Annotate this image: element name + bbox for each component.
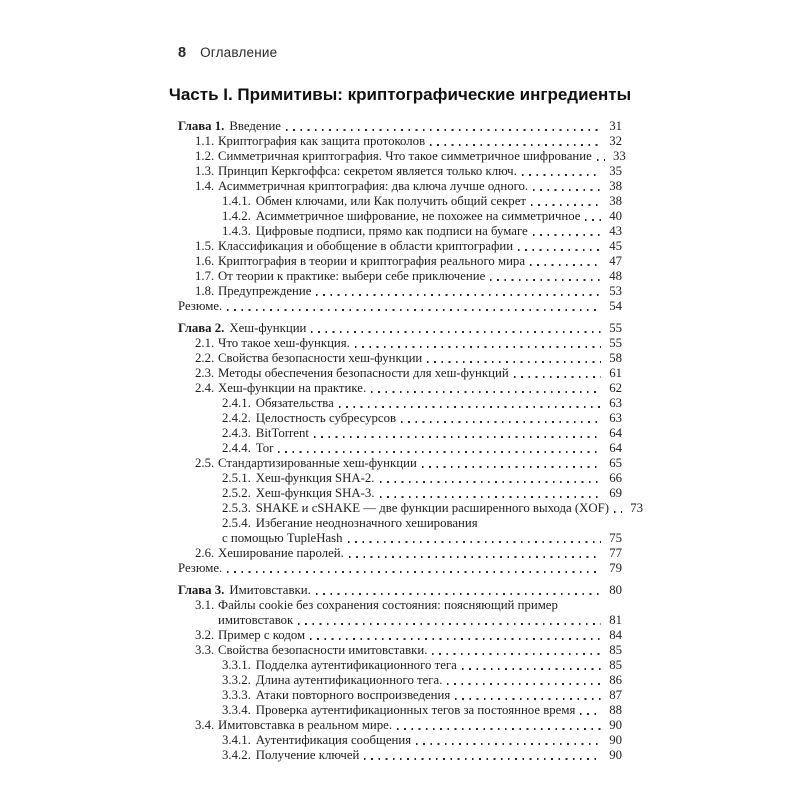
dot-leader xyxy=(348,541,601,543)
toc-entry-number: 1.6. xyxy=(195,254,215,268)
toc-page-number: 45 xyxy=(609,239,622,253)
toc-entry xyxy=(178,366,622,381)
toc-page-number: 75 xyxy=(609,531,622,545)
toc-entry xyxy=(178,673,622,688)
dot-leader xyxy=(316,593,601,595)
toc-entry-title-continuation: с помощью TupleHash xyxy=(222,531,343,545)
toc-page-number: 32 xyxy=(609,134,622,148)
dot-leader xyxy=(298,623,601,625)
toc-page-number: 47 xyxy=(609,254,622,268)
page-number: 8 xyxy=(178,45,187,61)
toc-page-number: 33 xyxy=(613,149,626,163)
dot-leader xyxy=(462,668,601,670)
toc-page-number: 53 xyxy=(609,284,622,298)
toc-entry-number: 2.1. xyxy=(195,336,215,350)
toc-page-number: 61 xyxy=(609,366,622,380)
toc-entry-title: Классификация и обобщение в области криптографии xyxy=(218,239,514,253)
toc-entry-title: Хеширование паролей. xyxy=(218,546,344,560)
toc-entry-number: 1.4.1. xyxy=(222,194,251,208)
dot-leader xyxy=(314,436,601,438)
toc-page-number: 58 xyxy=(609,351,622,365)
toc-entry-title: Обмен ключами, или Как получить общий секрет xyxy=(255,194,526,208)
dot-leader xyxy=(310,638,601,640)
toc-entry-number: Глава 3. xyxy=(178,583,225,597)
dot-leader xyxy=(522,174,601,176)
toc-entry xyxy=(178,441,622,456)
dot-leader xyxy=(371,391,601,393)
dot-leader xyxy=(447,683,601,685)
dot-leader xyxy=(580,713,601,715)
toc-page-number: 48 xyxy=(609,269,622,283)
toc-entry-title: Файлы cookie без сохранения состояния: поясняющий пример xyxy=(218,598,558,612)
dot-leader xyxy=(227,309,601,311)
dot-leader xyxy=(533,189,601,191)
toc-page-number: 87 xyxy=(609,688,622,702)
toc-page-number: 79 xyxy=(609,561,622,575)
toc-entry xyxy=(178,134,622,149)
toc-entry-title: Целостность субресурсов xyxy=(255,411,397,425)
toc-page-number: 73 xyxy=(630,501,644,515)
toc-page-number: 66 xyxy=(609,471,622,485)
dot-leader xyxy=(530,264,601,266)
toc-page-number: 43 xyxy=(609,224,622,238)
toc-entry xyxy=(178,501,644,516)
dot-leader xyxy=(427,361,601,363)
toc-entry-number: 3.2. xyxy=(195,628,215,642)
toc-entry-title: Проверка аутентификационных тегов за постоянное время xyxy=(255,703,576,717)
toc-entry-title: Имитовставки. xyxy=(229,583,311,597)
dot-leader xyxy=(531,204,601,206)
toc-page-number: 81 xyxy=(609,613,622,627)
toc-entry xyxy=(178,149,626,164)
toc-page-number: 55 xyxy=(609,321,622,335)
toc-entry xyxy=(178,561,622,576)
toc-entry-title: Резюме. xyxy=(178,299,223,313)
toc-entry xyxy=(178,194,622,209)
toc-entry-title: Симметричная криптография. Что такое симметричное шифрование xyxy=(218,149,592,163)
toc-page-number: 38 xyxy=(609,194,622,208)
toc-entry xyxy=(178,209,622,224)
toc-page-number: 54 xyxy=(609,299,622,313)
toc-entry-number: 3.3.2. xyxy=(222,673,251,687)
dot-leader xyxy=(533,234,601,236)
toc-entry xyxy=(178,299,622,314)
toc-entry-title: От теории к практике: выбери себе приключение xyxy=(218,269,486,283)
toc-entry-title: Избегание неоднозначного хеширования xyxy=(255,516,478,530)
toc-entry-title: Пример с кодом xyxy=(218,628,306,642)
toc-entry xyxy=(178,456,622,471)
toc-entry xyxy=(178,486,622,501)
toc-entry-title: Обязательства xyxy=(255,396,334,410)
toc-entry xyxy=(178,658,622,673)
toc-page-number: 84 xyxy=(609,628,622,642)
dot-leader xyxy=(278,451,601,453)
toc-entry-title: Атаки повторного воспроизведения xyxy=(255,688,451,702)
toc-entry xyxy=(178,224,622,239)
toc-page-number: 85 xyxy=(609,643,622,657)
toc-entry xyxy=(178,628,622,643)
dot-leader xyxy=(380,481,601,483)
toc-entry-number: 3.3.1. xyxy=(222,658,251,672)
dot-leader xyxy=(422,466,601,468)
toc-entry-title: Хеш-функция SHA-2. xyxy=(255,471,375,485)
toc-entry xyxy=(178,703,622,718)
toc-entry xyxy=(178,396,622,411)
toc-entry-number: 1.5. xyxy=(195,239,215,253)
toc-entry-title: Что такое хеш-функция. xyxy=(218,336,350,350)
toc-page-number: 80 xyxy=(609,583,622,597)
toc-entry-title: Криптография как защита протоколов xyxy=(218,134,426,148)
toc-entry-title: Хеш-функции xyxy=(229,321,307,335)
toc-entry-title: Имитовставка в реальном мире. xyxy=(218,718,393,732)
toc-entry-title: Принцип Керкгоффса: секретом является только ключ. xyxy=(218,164,517,178)
toc-entry xyxy=(178,321,622,336)
toc-entry xyxy=(178,516,622,531)
toc-entry-title: Резюме. xyxy=(178,561,223,575)
toc-entry-number: Глава 1. xyxy=(178,119,225,133)
dot-leader xyxy=(490,279,601,281)
toc-entry xyxy=(178,733,622,748)
toc-entry-title: Криптография в теории и криптография реального мира xyxy=(218,254,525,268)
toc-entry xyxy=(178,164,622,179)
toc-entry xyxy=(178,284,622,299)
toc-entry-number: 1.7. xyxy=(195,269,215,283)
toc-entry-title: Подделка аутентификационного тега xyxy=(255,658,457,672)
header-title: Оглавление xyxy=(200,45,278,60)
toc-entry-title-continuation: имитовставок xyxy=(218,613,294,627)
toc-page-number: 90 xyxy=(609,718,622,732)
dot-leader xyxy=(455,698,601,700)
toc-entry-number: 3.4. xyxy=(195,718,215,732)
toc-page-number: 69 xyxy=(609,486,622,500)
toc-entry-number: 2.5.4. xyxy=(222,516,251,530)
dot-leader xyxy=(585,219,601,221)
dot-leader xyxy=(401,421,601,423)
toc-entry-number: 2.3. xyxy=(195,366,215,380)
toc-entry xyxy=(178,748,622,763)
toc-entry xyxy=(178,583,622,598)
dot-leader xyxy=(597,159,605,161)
toc-page-number: 65 xyxy=(609,456,622,470)
toc-page-number: 31 xyxy=(609,119,622,133)
toc-page-number: 77 xyxy=(609,546,622,560)
toc-entry-number: 1.4.3. xyxy=(222,224,251,238)
toc-entry-number: 2.4.4. xyxy=(222,441,251,455)
toc-page-number: 35 xyxy=(609,164,622,178)
dot-leader xyxy=(518,249,601,251)
toc-page-number: 85 xyxy=(609,658,622,672)
toc-entry xyxy=(178,546,622,561)
dot-leader xyxy=(311,331,601,333)
toc-entry-title: BitTorrent xyxy=(255,426,309,440)
toc-page-number: 90 xyxy=(609,733,622,747)
toc-entry-number: 2.5.3. xyxy=(222,501,251,515)
toc-entry xyxy=(178,179,622,194)
toc-entry-title: Длина аутентификационного тега. xyxy=(255,673,443,687)
toc-page-number: 55 xyxy=(609,336,622,350)
toc-entry xyxy=(178,269,622,284)
dot-leader xyxy=(286,129,601,131)
toc-entry-number: 1.4.2. xyxy=(222,209,251,223)
toc-entry-title: Свойства безопасности имитовставки. xyxy=(218,643,428,657)
toc-entry xyxy=(178,254,622,269)
running-header xyxy=(178,45,277,61)
toc-entry-number: 2.4. xyxy=(195,381,215,395)
toc-entry-title: Введение xyxy=(229,119,281,133)
toc-entry xyxy=(178,471,622,486)
toc-entry-number: 1.4. xyxy=(195,179,215,193)
toc-page-number: 62 xyxy=(609,381,622,395)
toc-entry-number: 3.3. xyxy=(195,643,215,657)
toc-entry-title: Хеш-функция SHA-3. xyxy=(255,486,375,500)
dot-leader xyxy=(397,728,601,730)
toc-entry-number: 3.3.4. xyxy=(222,703,251,717)
dot-leader xyxy=(514,376,601,378)
dot-leader xyxy=(227,571,601,573)
toc-entry-number: 1.8. xyxy=(195,284,215,298)
toc-entry xyxy=(178,643,622,658)
table-of-contents xyxy=(178,112,644,763)
toc-page-number: 63 xyxy=(609,396,622,410)
toc-page-number: 90 xyxy=(609,748,622,762)
toc-page-number: 38 xyxy=(609,179,622,193)
toc-entry-title: SHAKE и cSHAKE — две функции расширенного выхода (XOF) xyxy=(255,501,610,515)
dot-leader xyxy=(432,653,601,655)
toc-entry-number: 1.2. xyxy=(195,149,215,163)
toc-entry-continuation xyxy=(178,613,622,628)
toc-entry-number: 3.1. xyxy=(195,598,215,612)
toc-entry xyxy=(178,336,622,351)
toc-entry-title: Асимметричное шифрование, не похожее на симметричное xyxy=(255,209,581,223)
toc-entry xyxy=(178,598,622,613)
toc-entry-number: 1.3. xyxy=(195,164,215,178)
toc-entry-number: 2.4.1. xyxy=(222,396,251,410)
toc-entry xyxy=(178,688,622,703)
toc-entry-number: 2.5.1. xyxy=(222,471,251,485)
toc-entry-title: Методы обеспечения безопасности для хеш-функций xyxy=(218,366,509,380)
dot-leader xyxy=(349,556,601,558)
toc-entry xyxy=(178,239,622,254)
toc-entry-title: Хеш-функции на практике. xyxy=(218,381,367,395)
toc-page-number: 64 xyxy=(609,426,622,440)
toc-entry xyxy=(178,119,622,134)
dot-leader xyxy=(416,743,601,745)
dot-leader xyxy=(364,758,601,760)
toc-entry-continuation xyxy=(178,531,622,546)
dot-leader xyxy=(614,511,622,513)
toc-entry xyxy=(178,718,622,733)
toc-entry-title: Аутентификация сообщения xyxy=(255,733,412,747)
toc-entry-number: 2.2. xyxy=(195,351,215,365)
toc-entry-number: 1.1. xyxy=(195,134,215,148)
toc-entry-number: 3.4.1. xyxy=(222,733,251,747)
dot-leader xyxy=(339,406,601,408)
toc-entry-title: Асимметричная криптография: два ключа лучше одного. xyxy=(218,179,529,193)
toc-entry-number: 2.4.3. xyxy=(222,426,251,440)
toc-page-number: 88 xyxy=(609,703,622,717)
toc-entry xyxy=(178,411,622,426)
toc-entry-title: Tor xyxy=(255,441,274,455)
dot-leader xyxy=(380,496,601,498)
toc-entry xyxy=(178,381,622,396)
toc-entry-title: Стандартизированные хеш-функции xyxy=(218,456,417,470)
toc-entry-title: Предупреждение xyxy=(218,284,312,298)
toc-entry-title: Цифровые подписи, прямо как подписи на бумаге xyxy=(255,224,528,238)
toc-entry-title: Свойства безопасности хеш-функции xyxy=(218,351,423,365)
toc-page-number: 63 xyxy=(609,411,622,425)
toc-entry-number: 2.6. xyxy=(195,546,215,560)
toc-page-number: 40 xyxy=(609,209,622,223)
toc-page-number: 86 xyxy=(609,673,622,687)
toc-entry-number: 2.4.2. xyxy=(222,411,251,425)
toc-entry-number: Глава 2. xyxy=(178,321,225,335)
toc-entry-number: 2.5. xyxy=(195,456,215,470)
dot-leader xyxy=(355,346,601,348)
dot-leader xyxy=(316,294,601,296)
toc-entry xyxy=(178,426,622,441)
toc-entry-number: 2.5.2. xyxy=(222,486,251,500)
dot-leader xyxy=(430,144,601,146)
part-heading: Часть I. Примитивы: криптографические ингредиенты xyxy=(168,85,632,104)
toc-page-number: 64 xyxy=(609,441,622,455)
toc-entry-number: 3.4.2. xyxy=(222,748,251,762)
toc-entry xyxy=(178,351,622,366)
toc-entry-title: Получение ключей xyxy=(255,748,360,762)
toc-entry-number: 3.3.3. xyxy=(222,688,251,702)
